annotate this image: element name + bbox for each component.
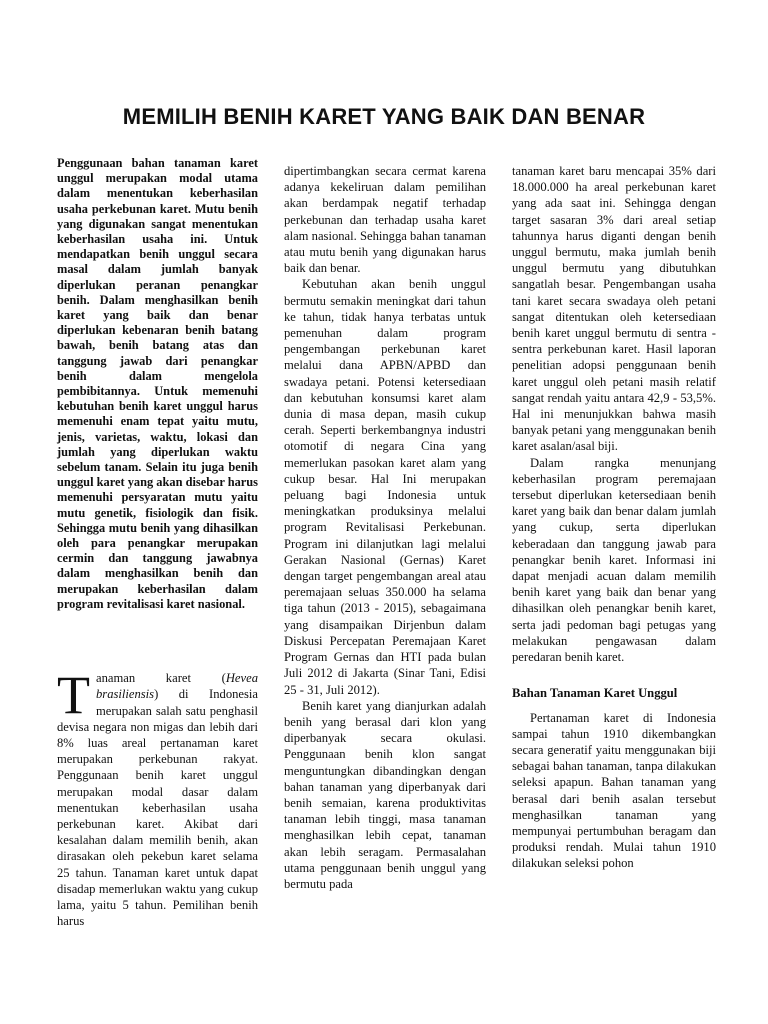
- column-3: [512, 163, 716, 872]
- paragraph: Kebutuhan akan benih unggul bermutu semakin meningkat dari tahun ke tahun, tidak hanya terbatas untuk pemenuhan dalam program pengembangan perkebunan karet melalui dana APBN/APBD dan swadaya petani. Potensi ketersediaan dan kebutuhan konsumsi karet alam dunia di masa depan, masih cukup cerah. Seperti berkembangnya industri otomotif di negara Cina yang memerlukan pasokan karet alam yang cukup besar. Hal Ini merupakan peluang bagi Indonesia untuk meningkatkan produksinya melalui program Revitalisasi Perkebunan. Program ini dilanjutkan lagi melalui Gerakan Nasional (Gernas) Karet dengan target pengembangan areal atau peremajaan seluas 350.000 ha selama tiga tahun (2013 - 2015), sebagaimana yang disampaikan Dirjenbun dalam Diskusi Percepatan Peremajaan Karet Program Gernas dan HTI pada bulan Juli 2012 di Jakarta (Sinar Tani, Edisi 25 - 31, Juli 2012).: [284, 277, 486, 697]
- intro-text-before: anaman karet (: [96, 671, 226, 686]
- species-name: Hevea brasiliensis: [96, 671, 258, 702]
- paragraph: Benih karet yang dianjurkan adalah benih yang berasal dari klon yang diperbanyak secara okulasi. Penggunaan benih klon sangat menguntungkan dibandingkan dengan bahan tanaman yang diperbanyak dari benih semaian, karena produktivitas tanaman lebih tinggi, masa tanaman menghasilkan lebih cepat, tanaman akan lebih seragam. Permasalahan utama penggunaan benih unggul yang bermutu pada: [284, 698, 486, 891]
- section-heading: Bahan Tanaman Karet Unggul: [512, 686, 678, 701]
- intro-paragraph-wrap: [57, 665, 258, 929]
- column-2: [284, 163, 486, 892]
- paragraph: Pertanaman karet di Indonesia sampai tahun 1910 dikembangkan secara generatif yaitu menggunakan biji sebagai bahan tanaman, tanpa dilakukan seleksi apapun. Bahan tanaman yang berasal dari benih asalan tersebut menghasilkan tanaman yang mempunyai pertumbuhan beragam dan produksi rendah. Mulai tahun 1910 dilakukan seleksi pohon: [512, 710, 716, 871]
- intro-text-after: ) di Indonesia merupakan salah satu penghasil devisa negara non migas dan lebih dari 8% luas areal pertanaman karet merupakan perkebunan rakyat. Penggunaan benih karet unggul merupakan modal dasar dalam menentukan keberhasilan usaha perkebunan karet. Akibat dari kesalahan dalam memilih benih, akan dirasakan oleh pekebun karet selama 25 tahun. Tanaman karet untuk dapat disadap memerlukan waktu yang cukup lama, yaitu 5 tahun. Pemilihan benih harus: [57, 687, 258, 929]
- paragraph: tanaman karet baru mencapai 35% dari 18.000.000 ha areal perkebunan karet yang ada saat ini. Sehingga dengan target sasaran 3% dari areal setiap tahunnya harus diganti dengan benih unggul bermutu, maka jumlah benih unggul bermutu yang dibutuhkan sangatlah besar. Pengembangan usaha tani karet secara swadaya oleh petani sangat ditentukan oleh ketersediaan benih karet unggul bermutu di sentra - sentra perkebunan karet. Hasil laporan penelitian adopsi penggunaan benih karet unggul oleh petani masih relatif sangat rendah yaitu antara 42,9 - 53,5%. Hal ini menunjukkan bahwa masih banyak petani yang menggunakan benih karet asalan/asal biji.: [512, 164, 716, 454]
- article-title: MEMILIH BENIH KARET YANG BAIK DAN BENAR: [122, 104, 646, 129]
- drop-cap: T: [57, 665, 90, 726]
- paragraph: Dalam rangka menunjang keberhasilan program peremajaan tersebut diperlukan ketersediaan benih karet yang baik dan benar dalam jumlah yang cukup, serta diperlukan keberadaan dan tanggung jawab para penangkar benih karet. Informasi ini dapat menjadi acuan dalam memilih benih karet yang baik dan benar yang dihasilkan oleh penangkar benih karet, serta jadi pedoman bagi petugas yang melakukan pengawasan dalam peredaran benih karet.: [512, 455, 716, 665]
- abstract: Penggunaan bahan tanaman karet unggul merupakan modal utama dalam menentukan keberhasilan usaha perkebunan karet. Mutu benih yang digunakan sangat menentukan keberhasilan usaha ini. Untuk mendapatkan benih unggul secara masal dalam jumlah banyak diperlukan peranan penangkar benih. Dalam menghasilkan benih karet yang baik dan benar diperlukan kebenaran benih batang bawah, benih batang atas dan tanggung jawab dari penangkar benih dalam mengelola pembibitannya. Untuk memenuhi kebutuhan benih karet unggul harus memenuhi enam tepat yaitu mutu, jenis, varietas, waktu, lokasi dan jumlah yang diperlukan waktu sebelum tanam. Selain itu juga benih unggul karet yang akan disebar harus memenuhi persyaratan mutu yaitu mutu genetik, fisiologik dan fisik. Sehingga mutu benih yang dihasilkan oleh para penangkar merupakan cermin dan tanggung jawabnya dalam menghasilkan benih dan merupakan keberhasilan dalam program revitalisasi karet nasional.: [57, 156, 258, 611]
- paragraph: dipertimbangkan secara cermat karena adanya kekeliruan dalam pemilihan akan berdampak negatif terhadap perkebunan dan terhadap usaha karet alam nasional. Sehingga bahan tanaman atau mutu benih yang digunakan harus baik dan benar.: [284, 164, 486, 276]
- column-1: [57, 156, 258, 929]
